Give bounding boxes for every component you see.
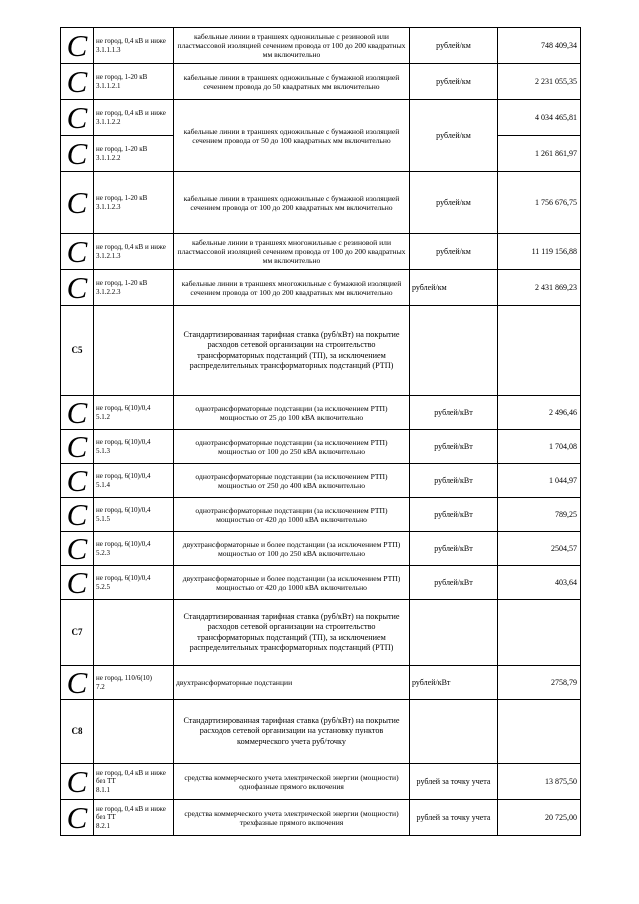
voltage-level: не город, 6(10)/0,4 5.1.5 [94,498,174,532]
table-row [61,430,581,464]
section-row [61,600,581,666]
unit: рублей/км [410,100,498,172]
unit: рублей/кВт [410,396,498,430]
description: двухтрансформаторные и более подстанции (за исключением РТП) мощностью от 420 до 1000 кВА включительно [174,566,410,600]
section-description: Стандартизированная тарифная ставка (руб/кВт) на покрытие расходов сетевой организации на строительство трансформаторных подстанций (ТП), за исключением распределительных трансформаторных подстанций (РТП) [174,600,410,666]
unit: рублей/км [410,234,498,270]
rate-symbol: C [61,136,94,172]
rate-symbol: C [61,234,94,270]
empty-cell [498,700,581,764]
value: 4 034 465,81 [498,100,581,136]
value: 2 431 869,23 [498,270,581,306]
section-description: Стандартизированная тарифная ставка (руб/кВт) на покрытие расходов сетевой организации на строительство трансформаторных подстанций (ТП), за исключением распределительных трансформаторных подстанций (РТП) [174,306,410,396]
description: однотрансформаторные подстанции (за исключением РТП) мощностью от 250 до 400 кВА включительно [174,464,410,498]
value: 2 496,46 [498,396,581,430]
unit: рублей/кВт [410,498,498,532]
voltage-level: не город, 1-20 кВ 3.1.1.2.1 [94,64,174,100]
table-row [61,800,581,836]
table-row [61,498,581,532]
voltage-level: не город, 0,4 кВ и ниже 3.1.1.2.2 [94,100,174,136]
unit: рублей/кВт [410,464,498,498]
value: 2758,79 [498,666,581,700]
description: кабельные линии в траншеях одножильные с бумажной изоляцией сечением провода от 100 до 200 квадратных мм включительно [174,172,410,234]
rate-symbol: C [61,396,94,430]
value: 789,25 [498,498,581,532]
value: 20 725,00 [498,800,581,836]
value: 1 261 861,97 [498,136,581,172]
unit: рублей/км [410,270,498,306]
value: 748 409,34 [498,28,581,64]
unit: рублей/кВт [410,566,498,600]
table-row [61,64,581,100]
rate-symbol: C [61,464,94,498]
rate-symbol: C [61,498,94,532]
table-row [61,100,581,136]
empty-cell [94,306,174,396]
section-row [61,306,581,396]
tariff-table [60,27,581,836]
unit: рублей/км [410,64,498,100]
unit: рублей/км [410,28,498,64]
rate-symbol: C [61,172,94,234]
empty-cell [410,700,498,764]
unit: рублей/кВт [410,532,498,566]
unit: рублей за точку учета [410,764,498,800]
description: кабельные линии в траншеях многожильные с резиновой или пластмассовой изоляцией сечением провода от 100 до 200 квадратных мм включительно [174,234,410,270]
value: 403,64 [498,566,581,600]
table-row [61,270,581,306]
description: кабельные линии в траншеях одножильные с бумажной изоляцией сечением провода до 50 квадратных мм включительно [174,64,410,100]
description: средства коммерческого учета электрической энергии (мощности) однофазные прямого включения [174,764,410,800]
voltage-level: не город, 6(10)/0,4 5.1.2 [94,396,174,430]
value: 11 119 156,88 [498,234,581,270]
voltage-level: не город, 6(10)/0,4 5.2.5 [94,566,174,600]
rate-symbol: C [61,566,94,600]
rate-symbol: C [61,28,94,64]
table-row [61,566,581,600]
table-row [61,666,581,700]
unit: рублей/кВт [410,666,498,700]
description: двухтрансформаторные подстанции [174,666,410,700]
unit: рублей за точку учета [410,800,498,836]
voltage-level: не город, 1-20 кВ 3.1.2.2.3 [94,270,174,306]
voltage-level: не город, 0,4 кВ и ниже 3.1.1.1.3 [94,28,174,64]
table-row [61,28,581,64]
empty-cell [94,700,174,764]
unit: рублей/кВт [410,430,498,464]
description: кабельные линии в траншеях одножильные с бумажной изоляцией сечением провода от 50 до 100 квадратных мм включительно [174,100,410,172]
voltage-level: не город, 110/6(10) 7.2 [94,666,174,700]
value: 2 231 055,35 [498,64,581,100]
unit: рублей/км [410,172,498,234]
description: двухтрансформаторные и более подстанции (за исключением РТП) мощностью от 100 до 250 кВА включительно [174,532,410,566]
description: однотрансформаторные подстанции (за исключением РТП) мощностью от 420 до 1000 кВА включительно [174,498,410,532]
voltage-level: не город, 0,4 кВ и ниже 3.1.2.1.3 [94,234,174,270]
table-row [61,396,581,430]
description: кабельные линии в траншеях одножильные с резиновой или пластмассовой изоляцией сечением провода от 100 до 200 квадратных мм включительно [174,28,410,64]
value: 2504,57 [498,532,581,566]
section-row [61,700,581,764]
description: однотрансформаторные подстанции (за исключением РТП) мощностью от 100 до 250 кВА включительно [174,430,410,464]
empty-cell [498,306,581,396]
rate-symbol: C [61,100,94,136]
empty-cell [410,306,498,396]
description: средства коммерческого учета электрической энергии (мощности) трехфазные прямого включения [174,800,410,836]
rate-symbol: C [61,666,94,700]
voltage-level: не город, 0,4 кВ и ниже без ТТ 8.2.1 [94,800,174,836]
empty-cell [94,600,174,666]
table-row [61,464,581,498]
table-row [61,234,581,270]
section-code: C7 [61,600,94,666]
value: 1 756 676,75 [498,172,581,234]
value: 1 704,08 [498,430,581,464]
table-row [61,172,581,234]
section-code: C5 [61,306,94,396]
section-code: C8 [61,700,94,764]
empty-cell [498,600,581,666]
voltage-level: не город, 1-20 кВ 3.1.1.2.3 [94,172,174,234]
rate-symbol: C [61,764,94,800]
voltage-level: не город, 1-20 кВ 3.1.1.2.2 [94,136,174,172]
section-description: Стандартизированная тарифная ставка (руб/кВт) на покрытие расходов сетевой организации на установку пунктов коммерческого учета руб/точку [174,700,410,764]
description: кабельные линии в траншеях многожильные с бумажной изоляцией сечением провода от 100 до 200 квадратных мм включительно [174,270,410,306]
voltage-level: не город, 6(10)/0,4 5.2.3 [94,532,174,566]
voltage-level: не город, 0,4 кВ и ниже без ТТ 8.1.1 [94,764,174,800]
voltage-level: не город, 6(10)/0,4 5.1.4 [94,464,174,498]
rate-symbol: C [61,430,94,464]
rate-symbol: C [61,532,94,566]
voltage-level: не город, 6(10)/0,4 5.1.3 [94,430,174,464]
rate-symbol: C [61,270,94,306]
empty-cell [410,600,498,666]
value: 13 875,50 [498,764,581,800]
table-row [61,764,581,800]
description: однотрансформаторные подстанции (за исключением РТП) мощностью от 25 до 100 кВА включительно [174,396,410,430]
table-row [61,532,581,566]
rate-symbol: C [61,64,94,100]
rate-symbol: C [61,800,94,836]
value: 1 044,97 [498,464,581,498]
